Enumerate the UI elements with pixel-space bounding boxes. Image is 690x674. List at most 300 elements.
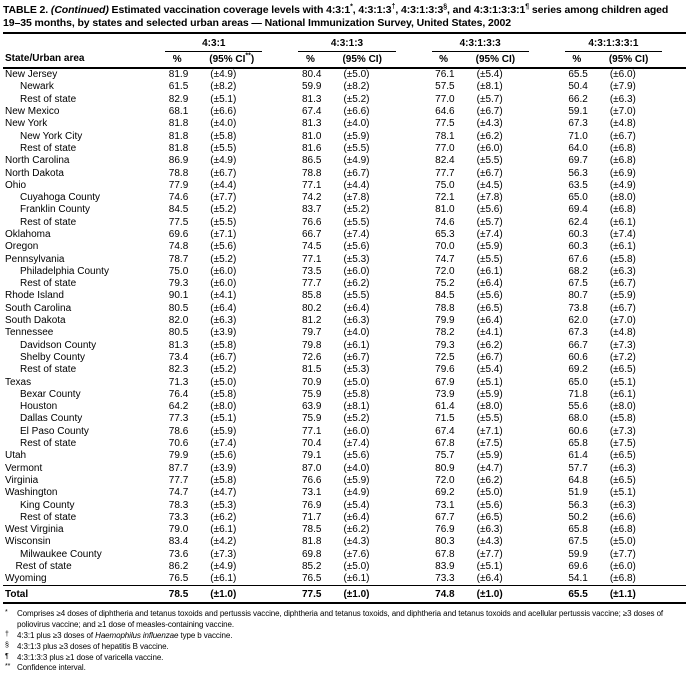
pct-cell: 74.8 <box>168 241 189 253</box>
ci-cell: (±4.9) <box>609 179 636 191</box>
table-row <box>3 413 686 425</box>
ci-cell: (±6.7) <box>343 351 370 363</box>
ci-cell: (±7.5) <box>476 438 503 450</box>
pct-cell: 67.4 <box>301 106 322 118</box>
ci-cell: (±6.0) <box>609 561 636 573</box>
ci-cell: (±7.3) <box>609 425 636 437</box>
area-cell: Ohio <box>5 179 27 191</box>
column-group-43133 <box>420 33 553 52</box>
ci-cell: (±4.8) <box>609 118 636 130</box>
title-continued: (Continued) <box>50 4 112 16</box>
ci-cell: (±5.8) <box>210 474 237 486</box>
pct-cell: 78.6 <box>168 425 189 437</box>
pct-cell: 86.5 <box>301 155 322 167</box>
pct-cell: 61.4 <box>568 450 588 462</box>
ci-cell: (±6.6) <box>609 511 636 523</box>
footnote-symbol: ¶ <box>5 652 9 660</box>
column-group-4313 <box>286 33 419 52</box>
ci-cell: (±7.3) <box>609 339 636 351</box>
ci-cell: (±7.3) <box>210 548 237 560</box>
pct-cell: 62.0 <box>568 315 588 327</box>
pct-cell: 81.3 <box>168 339 189 351</box>
pct-cell: 79.3 <box>168 278 189 290</box>
ci-cell: (±8.0) <box>476 401 503 413</box>
ci-cell: (±4.0) <box>210 118 237 130</box>
pct-cell: 78.2 <box>435 327 455 339</box>
total-pct-2: 77.5 <box>286 586 334 604</box>
table-title <box>3 4 687 30</box>
pct-cell: 74.6 <box>168 192 189 204</box>
footnote <box>5 663 687 674</box>
area-cell: New Mexico <box>5 106 60 118</box>
pct-cell: 65.3 <box>435 229 455 240</box>
pct-cell: 81.3 <box>301 93 322 105</box>
pct-cell: 70.0 <box>435 241 455 253</box>
ci-cell: (±4.0) <box>343 462 370 474</box>
pct-cell: 76.5 <box>301 573 322 585</box>
pct-cell: 67.4 <box>435 425 455 437</box>
title-superscript-4: ¶ <box>525 3 530 11</box>
ci-cell: (±6.1) <box>476 265 503 277</box>
table-row <box>3 303 686 315</box>
ci-cell: (±7.8) <box>343 192 370 204</box>
area-cell: South Dakota <box>5 315 66 327</box>
ci-cell: (±7.4) <box>343 229 370 240</box>
table-row <box>3 549 686 561</box>
pct-cell: 50.4 <box>568 81 588 93</box>
pct-cell: 84.5 <box>168 204 189 216</box>
ci-header-4 <box>601 52 686 68</box>
area-cell: South Carolina <box>5 302 72 314</box>
pct-cell: 69.4 <box>568 204 588 216</box>
column-header-state-urban-area: State/Urban area <box>3 33 153 68</box>
pct-cell: 78.3 <box>168 499 189 511</box>
pct-cell: 60.6 <box>568 425 588 437</box>
pct-cell: 73.6 <box>168 548 189 560</box>
pct-cell: 79.3 <box>435 339 455 351</box>
ci-cell: (±6.3) <box>609 93 636 105</box>
area-cell: Rest of state <box>20 438 77 450</box>
pct-cell: 90.1 <box>168 290 189 302</box>
ci-cell: (±5.1) <box>210 93 237 105</box>
ci-cell: (±6.7) <box>210 351 237 363</box>
pct-cell: 73.5 <box>301 265 322 277</box>
pct-cell: 73.3 <box>168 511 189 523</box>
column-group-431331 <box>553 33 686 52</box>
table-row <box>3 499 686 511</box>
ci-cell: (±5.8) <box>210 388 237 400</box>
pct-cell: 68.1 <box>168 106 189 118</box>
title-superscript-1: * <box>350 3 353 11</box>
ci-cell: (±4.0) <box>343 118 370 130</box>
ci-cell: (±4.1) <box>476 327 503 339</box>
ci-cell: (±5.2) <box>210 253 237 265</box>
title-text-3: , 4:3:1:3:3 <box>395 4 444 16</box>
pct-cell: 77.9 <box>168 179 189 191</box>
total-ci-4: (±1.1) <box>601 586 686 604</box>
ci-cell: (±5.2) <box>343 413 370 425</box>
ci-header-1-close: ) <box>250 53 255 65</box>
ci-cell: (±6.5) <box>609 450 636 462</box>
ci-header-1-superscript: ** <box>245 52 251 60</box>
ci-cell: (±6.1) <box>343 339 370 351</box>
ci-cell: (±4.4) <box>210 179 237 191</box>
pct-cell: 60.3 <box>568 241 588 253</box>
pct-cell: 59.1 <box>568 106 588 118</box>
ci-cell: (±7.8) <box>476 192 503 204</box>
ci-cell: (±5.5) <box>343 290 370 302</box>
pct-cell: 63.9 <box>301 401 322 413</box>
pct-cell: 67.6 <box>568 253 588 265</box>
ci-cell: (±5.6) <box>476 499 503 511</box>
area-cell: Houston <box>20 401 58 413</box>
pct-cell: 77.0 <box>435 142 455 154</box>
footnote-text: 4:3:1 plus ≥3 doses of <box>17 631 96 641</box>
ci-cell: (±7.2) <box>609 351 636 363</box>
ci-cell: (±6.3) <box>609 499 636 511</box>
pct-cell: 77.7 <box>168 474 189 486</box>
table-row <box>3 106 686 118</box>
ci-cell: (±5.9) <box>476 450 503 462</box>
ci-cell: (±6.1) <box>609 388 636 400</box>
ci-cell: (±8.0) <box>609 401 636 413</box>
group-label-4313: 4:3:1:3 <box>298 38 395 52</box>
ci-cell: (±6.5) <box>476 511 503 523</box>
pct-cell: 69.2 <box>435 487 455 499</box>
pct-cell: 80.3 <box>435 536 455 548</box>
area-cell: New York <box>5 118 48 130</box>
total-pct-3: 74.8 <box>420 586 468 604</box>
pct-cell: 76.9 <box>301 499 322 511</box>
pct-cell: 83.9 <box>435 561 455 573</box>
area-cell: Pennsylvania <box>5 253 65 265</box>
pct-cell: 81.0 <box>301 130 322 142</box>
pct-cell: 77.7 <box>435 167 455 179</box>
area-cell: Franklin County <box>20 204 91 216</box>
ci-cell: (±7.6) <box>343 548 370 560</box>
pct-cell: 57.5 <box>435 81 455 93</box>
area-cell: Rest of state <box>20 364 77 376</box>
area-cell: Dallas County <box>20 413 83 425</box>
pct-cell: 79.6 <box>435 364 455 376</box>
pct-cell: 71.8 <box>568 388 588 400</box>
pct-cell: 64.6 <box>435 106 455 118</box>
pct-cell: 75.0 <box>435 179 455 191</box>
ci-cell: (±5.2) <box>210 364 237 376</box>
pct-cell: 82.4 <box>435 155 455 167</box>
ci-cell: (±6.8) <box>609 142 636 154</box>
pct-cell: 55.6 <box>568 401 588 413</box>
table-row <box>3 364 686 376</box>
ci-cell: (±6.0) <box>210 265 237 277</box>
area-cell: Rest of state <box>20 278 77 290</box>
ci-cell: (±4.7) <box>476 462 503 474</box>
ci-cell: (±3.9) <box>210 327 237 339</box>
area-cell: Shelby County <box>20 351 86 363</box>
pct-cell: 76.6 <box>301 474 322 486</box>
ci-cell: (±4.8) <box>609 327 636 339</box>
ci-cell: (±5.1) <box>476 376 503 388</box>
pct-header-3: % <box>420 52 468 68</box>
table-row <box>3 438 686 450</box>
ci-cell: (±5.9) <box>343 474 370 486</box>
pct-cell: 69.2 <box>568 364 588 376</box>
ci-cell: (±7.9) <box>609 81 636 93</box>
ci-cell: (±5.8) <box>609 413 636 425</box>
area-cell: Oklahoma <box>5 229 51 240</box>
table-row <box>3 130 686 142</box>
ci-cell: (±5.5) <box>476 155 503 167</box>
ci-cell: (±5.9) <box>343 130 370 142</box>
ci-cell: (±5.5) <box>476 253 503 265</box>
ci-cell: (±6.3) <box>343 315 370 327</box>
area-cell: Milwaukee County <box>20 548 102 560</box>
ci-cell: (±7.7) <box>210 192 237 204</box>
pct-cell: 81.8 <box>168 130 189 142</box>
pct-cell: 86.2 <box>168 561 189 573</box>
title-text-1: Estimated vaccination coverage levels with 4:3:1 <box>111 4 351 16</box>
ci-cell: (±7.4) <box>609 229 636 240</box>
ci-cell: (±6.4) <box>343 302 370 314</box>
pct-cell: 67.5 <box>568 278 588 290</box>
ci-cell: (±6.8) <box>609 155 636 167</box>
ci-header-1-text: (95% CI <box>209 53 246 65</box>
pct-cell: 81.8 <box>168 118 189 130</box>
pct-cell: 80.5 <box>168 302 189 314</box>
title-superscript-3: § <box>443 3 448 11</box>
footnote-text: 4:3:1:3 plus ≥3 doses of hepatitis B vaccine. <box>17 641 169 651</box>
table-row <box>3 315 686 327</box>
pct-cell: 63.5 <box>568 179 588 191</box>
ci-cell: (±5.0) <box>609 536 636 548</box>
pct-cell: 66.7 <box>568 339 588 351</box>
ci-cell: (±5.9) <box>210 425 237 437</box>
pct-cell: 81.8 <box>301 536 322 548</box>
ci-cell: (±5.8) <box>210 339 237 351</box>
table-row <box>3 68 686 81</box>
ci-cell: (±5.1) <box>210 413 237 425</box>
pct-cell: 67.9 <box>435 376 455 388</box>
ci-cell: (±5.3) <box>343 253 370 265</box>
area-cell: Oregon <box>5 241 39 253</box>
ci-cell: (±6.3) <box>609 265 636 277</box>
area-cell: Rest of state <box>20 216 77 228</box>
pct-cell: 75.2 <box>435 278 455 290</box>
footnote <box>5 642 687 653</box>
ci-cell: (±5.6) <box>476 204 503 216</box>
ci-cell: (±5.1) <box>476 561 503 573</box>
ci-cell: (±7.4) <box>476 229 503 240</box>
area-cell: Rest of state <box>20 511 77 523</box>
ci-cell: (±6.1) <box>609 241 636 253</box>
table-row <box>3 463 686 475</box>
pct-header-2: % <box>286 52 334 68</box>
table-row <box>3 401 686 413</box>
pct-cell: 72.5 <box>435 351 455 363</box>
area-cell: Texas <box>5 376 32 388</box>
ci-cell: (±5.8) <box>343 388 370 400</box>
ci-cell: (±6.4) <box>210 302 237 314</box>
ci-cell: (±6.6) <box>343 106 370 118</box>
ci-cell: (±5.8) <box>210 130 237 142</box>
pct-cell: 67.8 <box>435 548 455 560</box>
pct-cell: 84.5 <box>435 290 455 302</box>
pct-cell: 77.1 <box>301 425 322 437</box>
area-cell: Tennessee <box>5 327 54 339</box>
pct-cell: 75.9 <box>301 388 322 400</box>
ci-cell: (±5.6) <box>210 241 237 253</box>
ci-cell: (±6.4) <box>476 315 503 327</box>
area-cell: Utah <box>5 450 27 462</box>
pct-cell: 74.5 <box>301 241 322 253</box>
ci-cell: (±6.2) <box>476 339 503 351</box>
area-cell: North Carolina <box>5 155 70 167</box>
pct-cell: 86.9 <box>168 155 189 167</box>
ci-cell: (±5.3) <box>343 364 370 376</box>
ci-cell: (±7.5) <box>609 438 636 450</box>
table-body <box>3 68 686 586</box>
ci-cell: (±6.2) <box>343 524 370 536</box>
ci-cell: (±4.4) <box>343 179 370 191</box>
ci-cell: (±4.7) <box>210 487 237 499</box>
area-cell: Wyoming <box>5 573 47 585</box>
pct-cell: 73.4 <box>168 351 189 363</box>
footnote <box>5 653 687 664</box>
pct-cell: 70.9 <box>301 376 322 388</box>
pct-cell: 79.1 <box>301 450 322 462</box>
pct-cell: 80.7 <box>568 290 588 302</box>
ci-cell: (±7.7) <box>609 548 636 560</box>
pct-cell: 68.2 <box>568 265 588 277</box>
table-row <box>3 266 686 278</box>
ci-cell: (±5.8) <box>609 253 636 265</box>
table-row <box>3 217 686 229</box>
ci-cell: (±4.0) <box>343 327 370 339</box>
pct-cell: 65.8 <box>568 524 588 536</box>
ci-cell: (±5.9) <box>609 290 636 302</box>
pct-cell: 82.9 <box>168 93 189 105</box>
ci-cell: (±5.6) <box>476 290 503 302</box>
ci-header-2-text: (95% CI <box>342 53 379 65</box>
ci-cell: (±4.3) <box>343 536 370 548</box>
pct-cell: 82.0 <box>168 315 189 327</box>
table-row <box>3 253 686 265</box>
title-text-4: , and 4:3:1:3:3:1 <box>447 4 526 16</box>
footnote-text: Comprises ≥4 doses of diphtheria and tetanus toxoids and pertussis vaccine, diphtheria and tetanus toxoids, and diphtheria and tetanus toxoids and acellular pertussis vaccine; ≥3 doses of poliovirus vaccine; and ≥1 dose of measles-containing vaccine. <box>17 609 664 630</box>
pct-cell: 79.0 <box>168 524 189 536</box>
ci-cell: (±4.9) <box>210 561 237 573</box>
ci-cell: (±6.7) <box>609 278 636 290</box>
footnotes <box>3 609 687 674</box>
ci-cell: (±6.0) <box>609 69 636 81</box>
table-row <box>3 475 686 487</box>
pct-cell: 79.8 <box>301 339 322 351</box>
ci-cell: (±5.7) <box>476 216 503 228</box>
pct-cell: 71.0 <box>568 130 588 142</box>
pct-cell: 72.6 <box>301 351 322 363</box>
ci-cell: (±6.7) <box>476 167 503 179</box>
table-row <box>3 167 686 179</box>
table-row <box>3 143 686 155</box>
ci-cell: (±6.0) <box>343 425 370 437</box>
ci-cell: (±6.1) <box>210 524 237 536</box>
pct-cell: 56.3 <box>568 167 588 179</box>
pct-cell: 64.8 <box>568 474 588 486</box>
pct-cell: 78.8 <box>168 167 189 179</box>
ci-cell: (±5.0) <box>343 561 370 573</box>
pct-cell: 69.6 <box>568 561 588 573</box>
ci-cell: (±4.9) <box>210 69 237 81</box>
ci-cell: (±6.7) <box>609 130 636 142</box>
ci-header-2 <box>334 52 419 68</box>
pct-cell: 59.9 <box>301 81 322 93</box>
ci-header-4-close: ) <box>644 53 649 65</box>
ci-cell: (±6.1) <box>609 216 636 228</box>
pct-cell: 73.1 <box>301 487 322 499</box>
ci-cell: (±5.2) <box>343 93 370 105</box>
ci-cell: (±6.5) <box>609 364 636 376</box>
pct-cell: 87.7 <box>168 462 189 474</box>
area-cell: Virginia <box>5 474 39 486</box>
ci-cell: (±6.2) <box>343 278 370 290</box>
table-row <box>3 192 686 204</box>
ci-cell: (±8.2) <box>343 81 370 93</box>
ci-cell: (±6.7) <box>609 302 636 314</box>
ci-cell: (±5.2) <box>210 204 237 216</box>
table-row <box>3 450 686 462</box>
pct-cell: 77.1 <box>301 253 322 265</box>
ci-cell: (±8.1) <box>343 401 370 413</box>
pct-cell: 71.3 <box>168 376 189 388</box>
area-cell: Rest of state <box>20 142 77 154</box>
pct-cell: 80.2 <box>301 302 322 314</box>
ci-cell: (±7.4) <box>343 438 370 450</box>
pct-cell: 81.9 <box>168 69 189 81</box>
pct-cell: 61.4 <box>435 401 455 413</box>
ci-cell: (±7.0) <box>609 315 636 327</box>
total-ci-1: (±1.0) <box>201 586 286 604</box>
pct-cell: 76.6 <box>301 216 322 228</box>
ci-cell: (±7.0) <box>609 106 636 118</box>
pct-cell: 78.1 <box>435 130 455 142</box>
pct-cell: 57.7 <box>568 462 588 474</box>
ci-header-3-close: ) <box>511 53 516 65</box>
group-label-431: 4:3:1 <box>165 38 262 52</box>
table-row <box>3 241 686 253</box>
vaccination-coverage-table <box>3 32 686 604</box>
ci-cell: (±6.3) <box>476 524 503 536</box>
pct-cell: 70.4 <box>301 438 322 450</box>
ci-cell: (±8.1) <box>476 81 503 93</box>
pct-cell: 81.6 <box>301 142 322 154</box>
footnote-symbol: § <box>5 641 9 649</box>
pct-cell: 67.3 <box>568 118 588 130</box>
title-text-2: , 4:3:1:3 <box>352 4 392 16</box>
ci-cell: (±6.8) <box>609 524 636 536</box>
footnote <box>5 631 687 642</box>
pct-cell: 81.3 <box>301 118 322 130</box>
ci-cell: (±5.5) <box>343 216 370 228</box>
pct-cell: 83.7 <box>301 204 322 216</box>
ci-cell: (±5.6) <box>343 450 370 462</box>
pct-cell: 71.7 <box>301 511 322 523</box>
ci-cell: (±6.2) <box>476 130 503 142</box>
pct-cell: 87.0 <box>301 462 322 474</box>
footnote-text: 4:3:1:3:3 plus ≥1 dose of varicella vaccine. <box>17 652 164 662</box>
table-row <box>3 524 686 536</box>
pct-cell: 67.5 <box>568 536 588 548</box>
pct-cell: 79.9 <box>435 315 455 327</box>
